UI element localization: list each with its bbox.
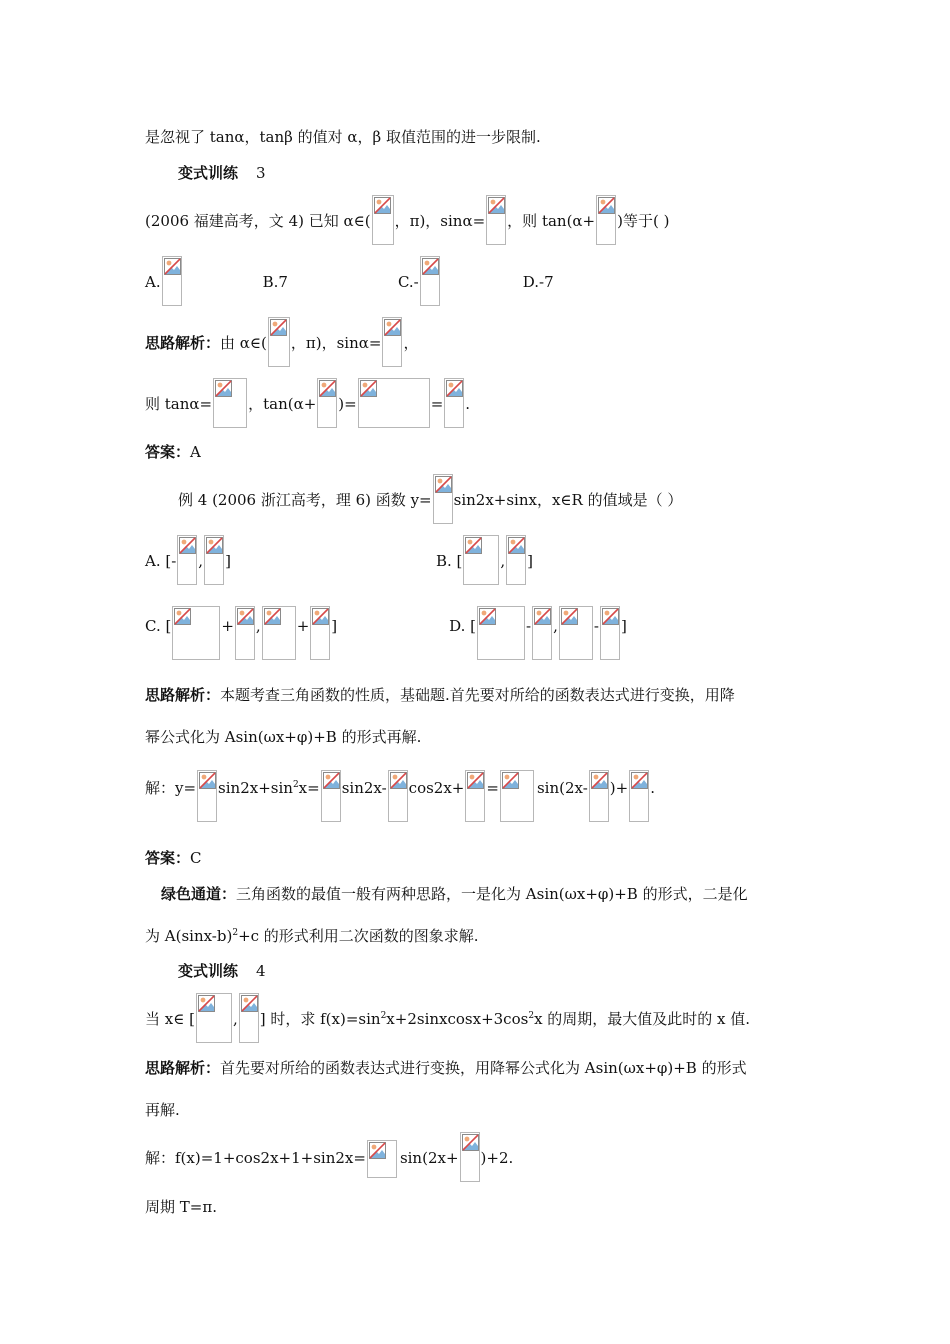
broken-image-icon [559, 606, 593, 660]
text: ] 时，求 $f(x)=\sin^2x+2sinxcosx+3\cos^2x$ 的周期，最大值及此时的 x 值. [259, 1010, 751, 1028]
text: 由 α∈( [220, 334, 267, 352]
broken-image-icon [532, 606, 552, 660]
text: 三角函数的最值一般有两种思路，一是化为 Asin(ωx+φ)+B 的形式，二是化 [236, 885, 748, 903]
heading-label: 变式训练 [178, 962, 239, 980]
paragraph [145, 1197, 217, 1217]
broken-image-icon [239, 993, 259, 1043]
text: ，π)，sinα= [394, 212, 486, 230]
analysis-line [145, 1058, 747, 1078]
question-line [145, 993, 750, 1043]
text: = [486, 779, 499, 797]
paragraph [145, 127, 541, 147]
broken-image-icon [204, 535, 224, 585]
solution-line [145, 1132, 513, 1182]
text: ] [331, 617, 338, 635]
heading-number: 3 [256, 164, 266, 182]
broken-image-icon [506, 535, 526, 585]
option-a: A. [- [145, 552, 177, 570]
answer-value: C [190, 849, 202, 867]
broken-image-icon [317, 378, 337, 428]
text: ， [403, 334, 419, 352]
broken-image-icon [589, 770, 609, 822]
section-heading [178, 163, 266, 183]
text: ] [620, 617, 627, 635]
text: 本题考查三角函数的性质，基础题.首先要对所给的函数表达式进行变换，用降 [220, 686, 735, 704]
analysis-line [145, 378, 470, 428]
solution-line [145, 770, 655, 822]
text: 是忽视了 tanα，tanβ 的值对 α，β 取值范围的进一步限制. [145, 128, 541, 146]
broken-image-icon [420, 256, 440, 306]
text: ] [225, 552, 231, 570]
text: ] [527, 552, 533, 570]
text: 幂公式化为 Asin(ωx+φ)+B 的形式再解. [145, 728, 422, 746]
option-c: C. [ [145, 617, 172, 635]
text: )+ [609, 779, 629, 797]
text: . [650, 779, 655, 797]
analysis-line [145, 317, 418, 367]
text: , [232, 1010, 238, 1028]
broken-image-icon [460, 1132, 480, 1182]
broken-image-icon [596, 195, 616, 245]
option-c: C.- [397, 273, 419, 291]
option-b: B. [ [435, 552, 463, 570]
broken-image-icon [372, 195, 394, 245]
text: , [553, 617, 558, 635]
text: sin2x+sinx，x∈R 的值域是（ ） [453, 491, 683, 509]
option-d: D.-7 [522, 273, 554, 291]
options-row [145, 606, 627, 660]
analysis-line [145, 685, 735, 705]
heading-label: 变式训练 [178, 164, 239, 182]
analysis-line [145, 727, 421, 747]
broken-image-icon [177, 535, 197, 585]
text: = [430, 395, 444, 413]
tip-line [145, 926, 479, 946]
broken-image-icon [388, 770, 408, 822]
options-row [145, 256, 554, 306]
text: 首先要对所给的函数表达式进行变换，用降幂公式化为 Asin(ωx+φ)+B 的形式 [220, 1059, 747, 1077]
text: 再解. [145, 1101, 180, 1119]
broken-image-icon [262, 606, 296, 660]
broken-image-icon [358, 378, 430, 428]
broken-image-icon [268, 317, 290, 367]
broken-image-icon [310, 606, 330, 660]
answer-line [145, 442, 201, 462]
option-b: B.7 [262, 273, 288, 291]
broken-image-icon [477, 606, 525, 660]
text: cos2x+ [408, 779, 465, 797]
broken-image-icon [629, 770, 649, 822]
answer-line [145, 848, 202, 868]
text: + [221, 617, 234, 635]
answer-value: A [190, 443, 201, 461]
text: 例 4 (2006 浙江高考，理 6) 函数 y= [178, 491, 432, 509]
text: - [526, 617, 532, 635]
text: sin(2x+ [399, 1149, 459, 1167]
broken-image-icon [433, 474, 453, 524]
text: )= [338, 395, 357, 413]
text: , [255, 617, 261, 635]
text: . [465, 395, 471, 413]
text: (2006 福建高考，文 4) 已知 α∈( [145, 212, 371, 230]
broken-image-icon [213, 378, 247, 428]
broken-image-icon [465, 770, 485, 822]
options-row [145, 535, 533, 585]
text: + [296, 617, 310, 635]
tip-label: 绿色通道： [161, 885, 237, 903]
broken-image-icon [197, 770, 217, 822]
text: , [198, 552, 204, 570]
text: , [500, 552, 506, 570]
text: 则 tanα= [145, 395, 213, 413]
heading-number: 4 [256, 962, 266, 980]
broken-image-icon [463, 535, 499, 585]
broken-image-icon [172, 606, 220, 660]
text: ，则 tan(α+ [507, 212, 596, 230]
option-a: A. [145, 273, 161, 291]
broken-image-icon [162, 256, 182, 306]
tip-line [161, 884, 748, 904]
option-d: D. [ [449, 617, 477, 635]
text: sin2x- [341, 779, 387, 797]
text: sin(2x- [536, 779, 588, 797]
text: 解：f(x)=1+cos2x+1+sin2x= [145, 1149, 366, 1167]
analysis-label: 思路解析： [145, 334, 221, 352]
broken-image-icon [321, 770, 341, 822]
answer-label: 答案： [145, 849, 191, 867]
broken-image-icon [235, 606, 255, 660]
text: ，π)，sinα= [290, 334, 382, 352]
analysis-label: 思路解析： [145, 1059, 221, 1077]
broken-image-icon [444, 378, 464, 428]
text: )等于( ) [617, 212, 670, 230]
answer-label: 答案： [145, 443, 191, 461]
broken-image-icon [367, 1140, 397, 1178]
text: 为 $A(\sin x-b)^2+c$ 的形式利用二次函数的图象求解. [145, 927, 479, 945]
broken-image-icon [600, 606, 620, 660]
text: - [593, 617, 599, 635]
question-line [145, 195, 669, 245]
text: 当 x∈ [ [145, 1010, 195, 1028]
text: ，tan(α+ [248, 395, 317, 413]
text: )+2. [480, 1149, 514, 1167]
broken-image-icon [486, 195, 506, 245]
text: 周期 T=π. [145, 1198, 217, 1216]
broken-image-icon [500, 770, 534, 822]
broken-image-icon [382, 317, 402, 367]
text: 解：y= [145, 779, 197, 797]
text: $\sin 2x+\sin^2x=$ [218, 779, 320, 797]
section-heading [178, 961, 266, 981]
example-line [178, 474, 682, 524]
analysis-line [145, 1100, 180, 1120]
broken-image-icon [196, 993, 232, 1043]
analysis-label: 思路解析： [145, 686, 221, 704]
